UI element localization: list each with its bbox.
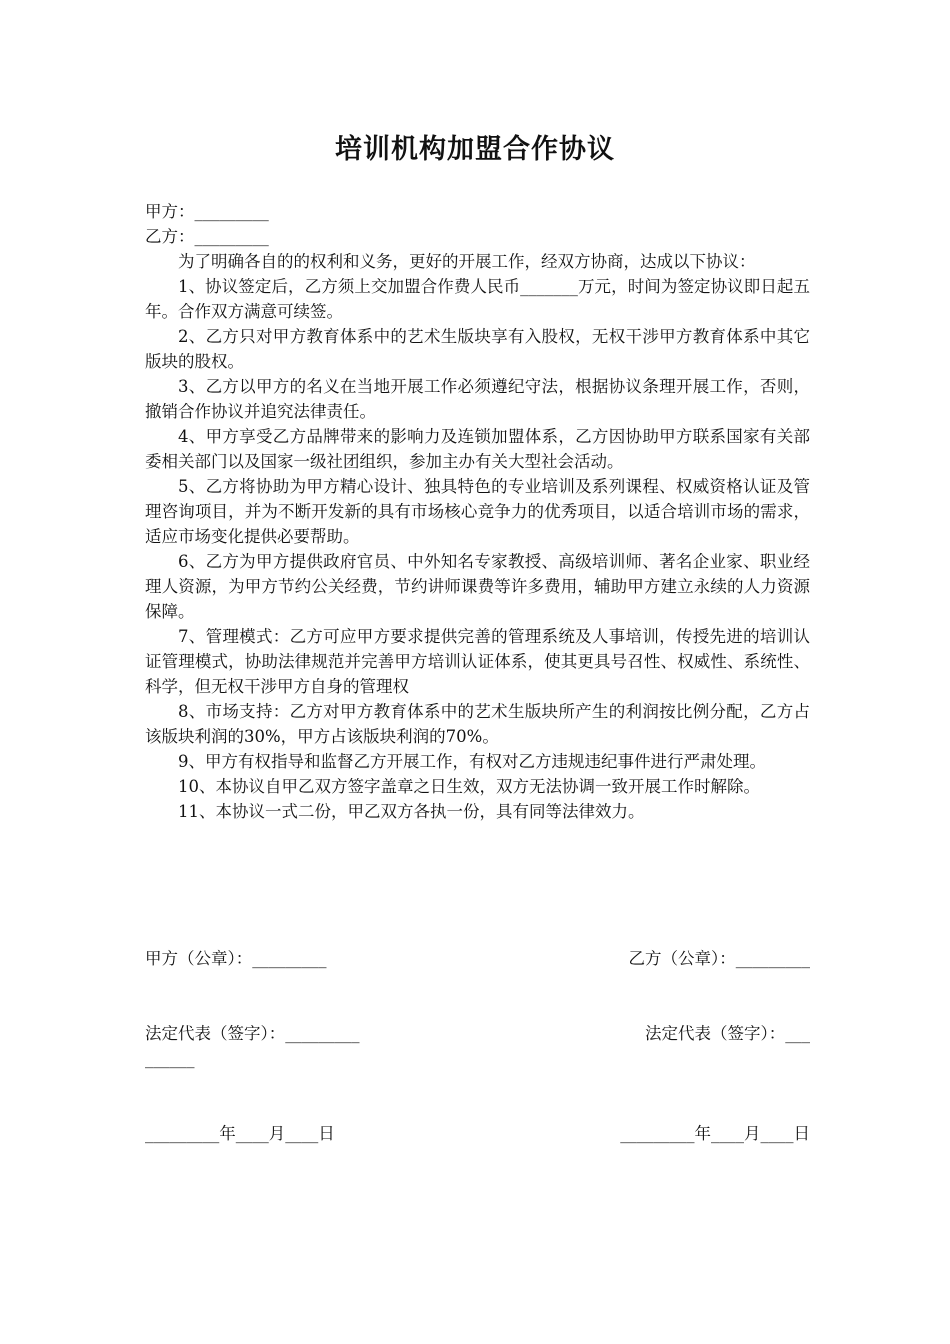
clause-9: 9、甲方有权指导和监督乙方开展工作，有权对乙方违规违纪事件进行严肃处理。 <box>178 752 766 771</box>
agreement-body <box>145 199 810 824</box>
clause-6: 6、乙方为甲方提供政府官员、中外知名专家教授、高级培训师、著名企业家、职业经理人资源，为甲方节约公关经费，节约讲师课费等许多费用，辅助甲方建立永续的人力资源保障。 <box>145 552 810 621</box>
clause-3: 3、乙方以甲方的名义在当地开展工作必须遵纪守法，根据协议条理开展工作，否则，撤销合作协议并追究法律责任。 <box>145 377 810 421</box>
clause-1: 1、协议签定后，乙方须上交加盟合作费人民币_______万元，时间为签定协议即日起五年。合作双方满意可续签。 <box>145 277 810 321</box>
party-b-representative: 法定代表（签字）：___ <box>645 1024 810 1043</box>
clause-7: 7、管理模式：乙方可应甲方要求提供完善的管理系统及人事培训，传授先进的培训认证管理模式，协助法律规范并完善甲方培训认证体系，使其更具号召性、权威性、系统性、科学，但无权干涉甲方自身的管理权 <box>145 627 810 696</box>
clause-10: 10、本协议自甲乙双方签字盖章之日生效，双方无法协调一致开展工作时解除。 <box>178 777 760 796</box>
document-title: 培训机构加盟合作协议 <box>335 134 615 165</box>
party-b-representative-continued: ______ <box>145 1049 195 1068</box>
party-b-line: 乙方：_________ <box>145 227 269 246</box>
party-b-seal: 乙方（公章）：_________ <box>628 949 810 968</box>
party-b-date: _________年____月____日 <box>620 1124 810 1143</box>
clause-11: 11、本协议一式二份，甲乙双方各执一份，具有同等法律效力。 <box>178 802 645 821</box>
party-a-seal: 甲方（公章）：_________ <box>145 949 327 968</box>
party-a-date: _________年____月____日 <box>145 1124 335 1143</box>
clause-8: 8、市场支持：乙方对甲方教育体系中的艺术生版块所产生的利润按比例分配，乙方占该版块利润的30%，甲方占该版块利润的70%。 <box>145 702 810 746</box>
intro-paragraph: 为了明确各自的的权利和义务，更好的开展工作，经双方协商，达成以下协议： <box>178 252 756 271</box>
party-a-line: 甲方：_________ <box>145 202 269 221</box>
party-a-representative: 法定代表（签字）：_________ <box>145 1024 360 1043</box>
clause-2: 2、乙方只对甲方教育体系中的艺术生版块享有入股权，无权干涉甲方教育体系中其它版块的股权。 <box>145 327 810 371</box>
clause-5: 5、乙方将协助为甲方精心设计、独具特色的专业培训及系列课程、权威资格认证及管理咨询项目，并为不断开发新的具有市场核心竞争力的优秀项目，以适合培训市场的需求，适应市场变化提供必要帮助。 <box>145 477 810 546</box>
clause-4: 4、甲方享受乙方品牌带来的影响力及连锁加盟体系，乙方因协助甲方联系国家有关部委相关部门以及国家一级社团组织，参加主办有关大型社会活动。 <box>145 427 810 471</box>
